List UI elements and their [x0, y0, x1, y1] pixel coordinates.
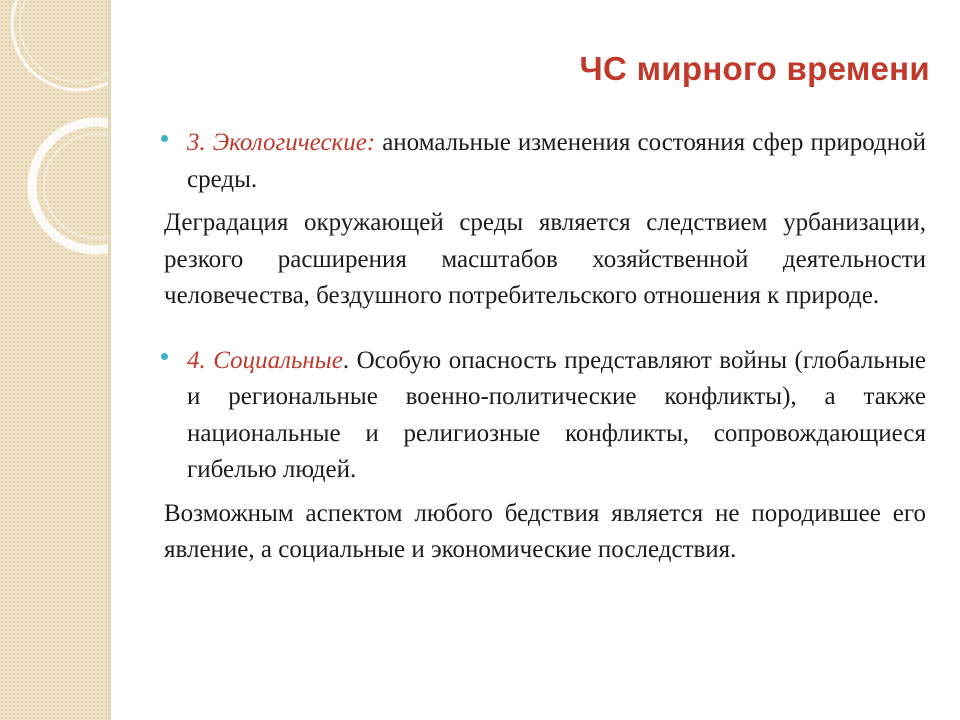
slide-title: ЧС мирного времени: [579, 50, 930, 87]
bullet-dot-icon: [161, 353, 168, 360]
paragraph-degradation: Деградация окружающей среды является следствием урбанизации, резкого расширения масштабов хозяйственной деятельности человечества, бездушного потребительского отношения к природе.: [164, 209, 926, 309]
bullet-text: . Особую опасность представляют войны (глобальные и региональные военно-политические конфликты), а также национальные и религиозные конфликты, сопровождающиеся гибелью людей.: [187, 346, 926, 483]
bullet-dot-icon: [161, 135, 168, 142]
bullet-text: аномальные изменения состояния сфер природной среды.: [187, 129, 926, 193]
bullet-label: 4. Социальные: [187, 346, 343, 374]
paragraph-consequences: Возможным аспектом любого бедствия является не породившее его явление, а социальные и экономические последствия.: [164, 499, 926, 563]
side-divider: [108, 0, 111, 720]
slide-content: [164, 125, 926, 569]
decorative-side-band: [0, 0, 108, 720]
bullet-item-ecological: [164, 125, 926, 198]
decorative-rings-icon: [0, 0, 108, 720]
bullet-item-social: [164, 343, 926, 489]
bullet-label: 3. Экологические:: [187, 129, 376, 156]
